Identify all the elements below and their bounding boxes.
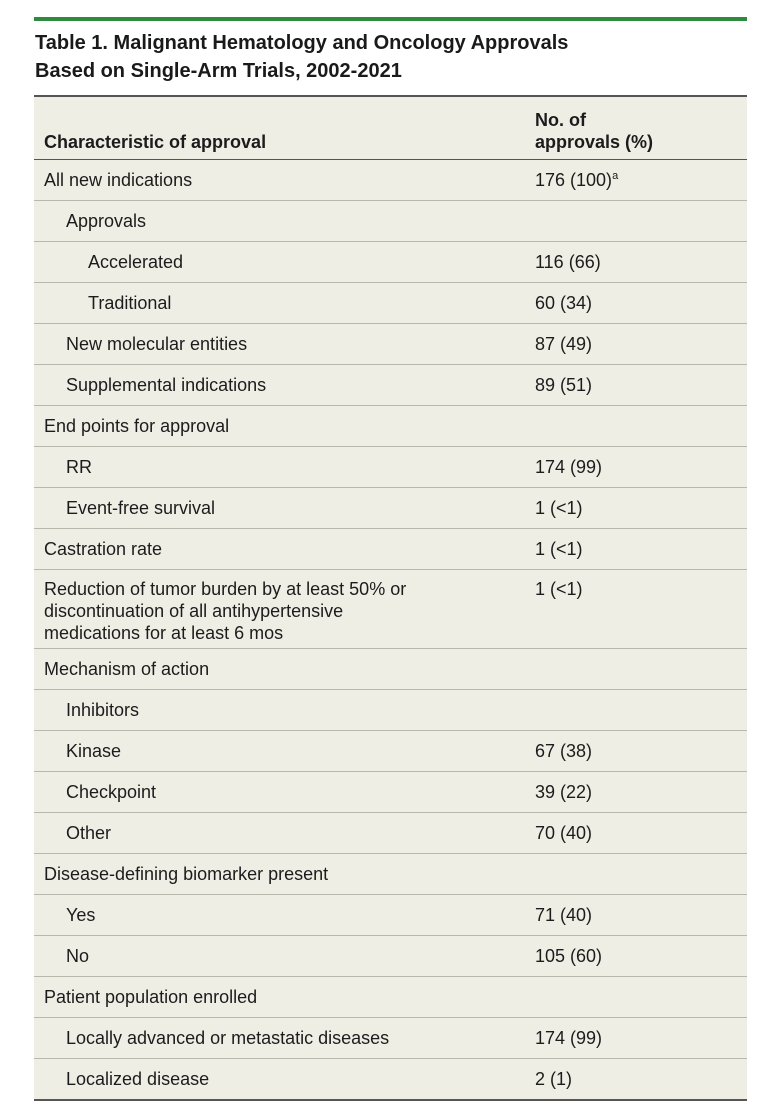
table-row xyxy=(34,365,747,406)
row-label: Localized disease xyxy=(34,1059,533,1100)
row-label: All new indications xyxy=(44,170,193,190)
row-label: Accelerated xyxy=(34,242,533,283)
row-value: 174 (99) xyxy=(533,447,747,488)
row-value: 39 (22) xyxy=(533,772,747,813)
header-characteristic: Characteristic of approval xyxy=(34,97,533,160)
row-value xyxy=(533,201,747,242)
table-row xyxy=(34,447,747,488)
row-value xyxy=(533,406,747,447)
table-header-row xyxy=(34,97,747,160)
row-label: End points for approval xyxy=(34,406,533,447)
row-label: Castration rate xyxy=(34,529,533,570)
table-title-line-1: Table 1. Malignant Hematology and Oncology Approvals xyxy=(35,32,569,54)
top-rule xyxy=(34,17,747,21)
table-row xyxy=(34,529,747,570)
footnote-marker: a xyxy=(612,170,619,182)
table-row xyxy=(34,406,747,447)
row-label: Mechanism of action xyxy=(34,649,533,690)
table-row xyxy=(34,731,747,772)
header-count xyxy=(533,97,747,160)
row-label: Event-free survival xyxy=(34,488,533,529)
table-row xyxy=(34,160,747,201)
row-label: No xyxy=(34,936,533,977)
table-container xyxy=(34,95,747,1101)
table-row xyxy=(34,854,747,895)
row-value xyxy=(533,690,747,731)
table-row xyxy=(34,772,747,813)
row-label: RR xyxy=(34,447,533,488)
table-row xyxy=(34,283,747,324)
row-label: Patient population enrolled xyxy=(34,977,533,1018)
table-title-line-2: Based on Single-Arm Trials, 2002-2021 xyxy=(35,60,402,82)
header-count-line-1: No. of xyxy=(535,110,586,130)
row-value: 71 (40) xyxy=(533,895,747,936)
row-value: 2 (1) xyxy=(533,1059,747,1100)
row-value: 1 (<1) xyxy=(533,570,747,649)
row-label: Traditional xyxy=(34,283,533,324)
row-label: Approvals xyxy=(34,201,533,242)
row-value: 116 (66) xyxy=(533,242,747,283)
row-value: 1 (<1) xyxy=(533,488,747,529)
row-value-text: 176 (100) xyxy=(535,170,613,190)
table-row xyxy=(34,977,747,1018)
row-label xyxy=(34,570,533,649)
row-label: Disease-defining biomarker present xyxy=(34,854,533,895)
row-label: Inhibitors xyxy=(34,690,533,731)
table-row xyxy=(34,1059,747,1100)
row-label: Supplemental indications xyxy=(34,365,533,406)
row-label: New molecular entities xyxy=(34,324,533,365)
row-label: Yes xyxy=(34,895,533,936)
table-row xyxy=(34,201,747,242)
row-value: 70 (40) xyxy=(533,813,747,854)
table-row xyxy=(34,690,747,731)
row-value: 1 (<1) xyxy=(533,529,747,570)
table-row xyxy=(34,242,747,283)
table-row xyxy=(34,649,747,690)
table-title xyxy=(34,29,747,85)
row-label: Locally advanced or metastatic diseases xyxy=(34,1018,533,1059)
table-row xyxy=(34,895,747,936)
row-label-line: medications for at least 6 mos xyxy=(44,623,284,643)
row-label: Other xyxy=(34,813,533,854)
row-value: 67 (38) xyxy=(533,731,747,772)
table-row xyxy=(34,813,747,854)
row-label-line: Reduction of tumor burden by at least 50% or xyxy=(44,579,407,599)
row-value: 89 (51) xyxy=(533,365,747,406)
row-label: Kinase xyxy=(34,731,533,772)
table-row xyxy=(34,936,747,977)
row-label: Checkpoint xyxy=(34,772,533,813)
table-row xyxy=(34,324,747,365)
row-label-line: discontinuation of all antihypertensive xyxy=(44,601,344,621)
approvals-table xyxy=(34,97,747,1099)
row-value: 174 (99) xyxy=(533,1018,747,1059)
table-row xyxy=(34,570,747,649)
header-count-line-2: approvals (%) xyxy=(535,132,654,152)
row-value: 87 (49) xyxy=(533,324,747,365)
row-value: 60 (34) xyxy=(533,283,747,324)
row-value xyxy=(533,160,747,201)
row-value xyxy=(533,977,747,1018)
document-page xyxy=(34,17,747,1101)
table-row xyxy=(34,488,747,529)
row-value xyxy=(533,854,747,895)
row-value xyxy=(533,649,747,690)
table-row xyxy=(34,1018,747,1059)
row-value: 105 (60) xyxy=(533,936,747,977)
